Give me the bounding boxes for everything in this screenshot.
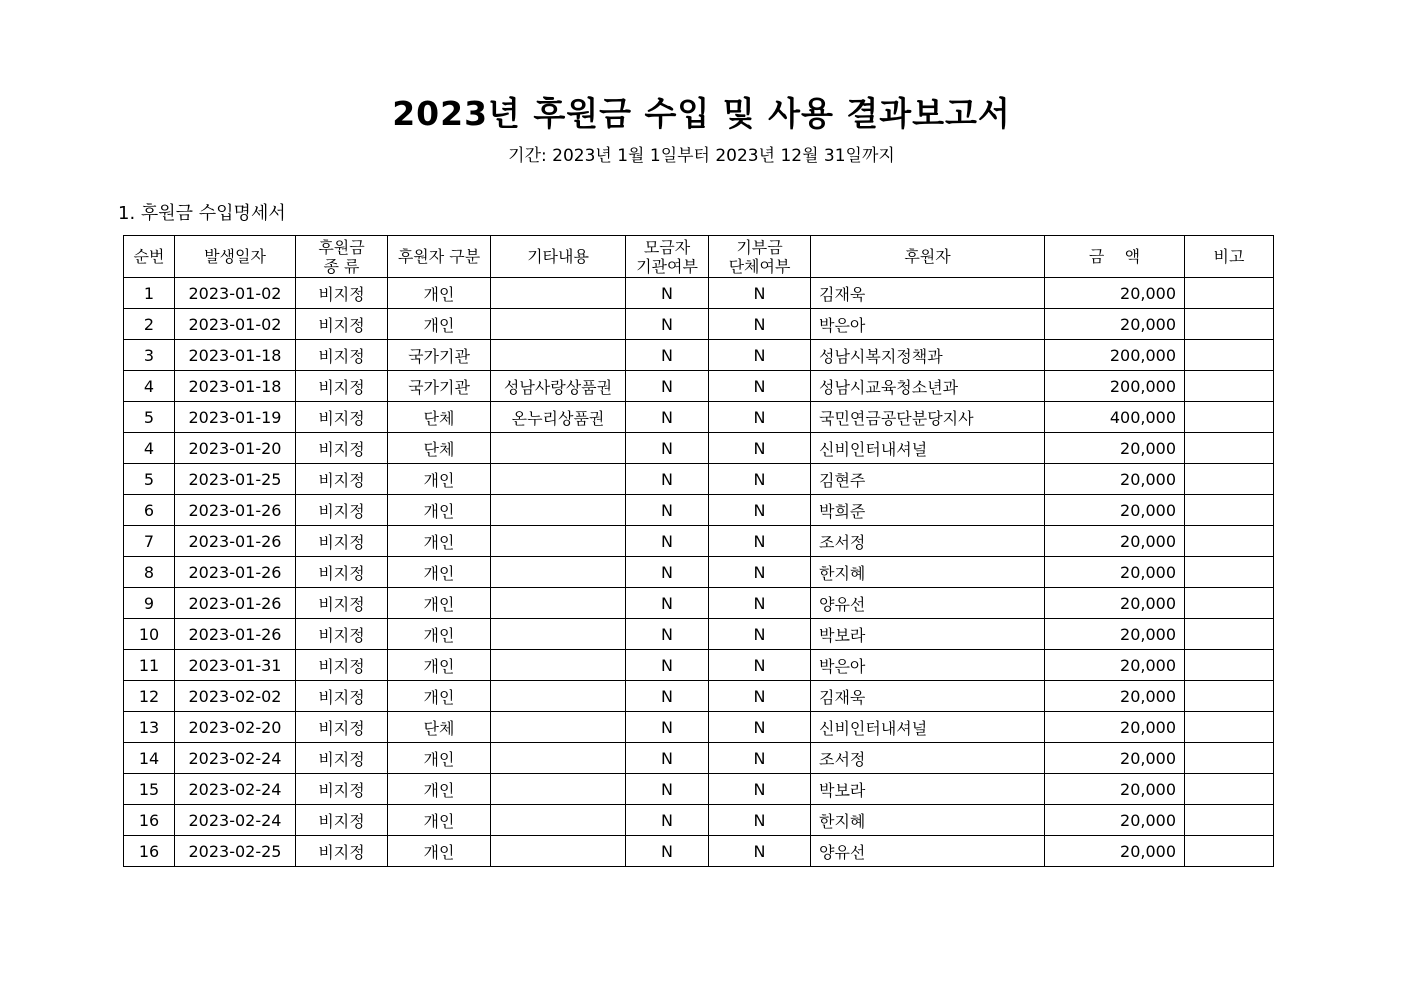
cell-note-content: 성남사랑상품권: [491, 371, 626, 402]
cell-agency: N: [626, 712, 709, 743]
cell-seq: 5: [124, 402, 175, 433]
header-category: 후원자 구분: [388, 236, 491, 278]
table-row: [124, 495, 1274, 526]
cell-seq: 2: [124, 309, 175, 340]
cell-amount: 20,000: [1045, 619, 1185, 650]
header-agency: 모금자 기관여부: [626, 236, 709, 278]
cell-seq: 5: [124, 464, 175, 495]
cell-type: 비지정: [296, 619, 388, 650]
cell-remark: [1185, 402, 1274, 433]
cell-date: 2023-01-18: [175, 371, 296, 402]
cell-group: N: [709, 805, 811, 836]
cell-type: 비지정: [296, 588, 388, 619]
cell-group: N: [709, 340, 811, 371]
cell-type: 비지정: [296, 309, 388, 340]
cell-donor: 박보라: [811, 619, 1045, 650]
section-heading: 1. 후원금 수입명세서: [118, 203, 286, 224]
cell-donor: 양유선: [811, 836, 1045, 867]
cell-donor: 김재욱: [811, 278, 1045, 309]
cell-remark: [1185, 340, 1274, 371]
cell-seq: 11: [124, 650, 175, 681]
cell-agency: N: [626, 681, 709, 712]
cell-donor: 신비인터내셔널: [811, 433, 1045, 464]
cell-agency: N: [626, 340, 709, 371]
table-row: [124, 433, 1274, 464]
cell-seq: 13: [124, 712, 175, 743]
cell-amount: 20,000: [1045, 464, 1185, 495]
cell-amount: 20,000: [1045, 774, 1185, 805]
cell-agency: N: [626, 495, 709, 526]
cell-agency: N: [626, 743, 709, 774]
cell-category: 단체: [388, 712, 491, 743]
cell-donor: 신비인터내셔널: [811, 712, 1045, 743]
cell-note-content: [491, 495, 626, 526]
header-row: [124, 236, 1274, 278]
cell-date: 2023-01-20: [175, 433, 296, 464]
cell-seq: 7: [124, 526, 175, 557]
cell-category: 개인: [388, 495, 491, 526]
cell-group: N: [709, 371, 811, 402]
cell-agency: N: [626, 805, 709, 836]
cell-remark: [1185, 836, 1274, 867]
cell-date: 2023-02-24: [175, 774, 296, 805]
cell-remark: [1185, 712, 1274, 743]
cell-donor: 국민연금공단분당지사: [811, 402, 1045, 433]
cell-remark: [1185, 650, 1274, 681]
cell-amount: 20,000: [1045, 681, 1185, 712]
cell-category: 개인: [388, 526, 491, 557]
table-row: [124, 526, 1274, 557]
cell-group: N: [709, 774, 811, 805]
cell-amount: 20,000: [1045, 743, 1185, 774]
cell-note-content: [491, 278, 626, 309]
cell-amount: 20,000: [1045, 526, 1185, 557]
table-header: [124, 236, 1274, 278]
cell-agency: N: [626, 433, 709, 464]
cell-amount: 20,000: [1045, 712, 1185, 743]
table-row: [124, 712, 1274, 743]
cell-group: N: [709, 743, 811, 774]
cell-agency: N: [626, 836, 709, 867]
header-type: 후원금 종 류: [296, 236, 388, 278]
cell-note-content: 온누리상품권: [491, 402, 626, 433]
cell-remark: [1185, 619, 1274, 650]
cell-note-content: [491, 309, 626, 340]
cell-seq: 3: [124, 340, 175, 371]
cell-remark: [1185, 681, 1274, 712]
header-date: 발생일자: [175, 236, 296, 278]
cell-date: 2023-01-02: [175, 309, 296, 340]
cell-note-content: [491, 526, 626, 557]
table-body: [124, 278, 1274, 867]
cell-date: 2023-01-26: [175, 557, 296, 588]
cell-category: 개인: [388, 464, 491, 495]
cell-remark: [1185, 278, 1274, 309]
cell-agency: N: [626, 774, 709, 805]
cell-agency: N: [626, 650, 709, 681]
cell-date: 2023-02-20: [175, 712, 296, 743]
table-row: [124, 464, 1274, 495]
cell-amount: 20,000: [1045, 309, 1185, 340]
cell-group: N: [709, 650, 811, 681]
cell-date: 2023-01-19: [175, 402, 296, 433]
header-seq: 순번: [124, 236, 175, 278]
cell-category: 개인: [388, 309, 491, 340]
cell-agency: N: [626, 464, 709, 495]
cell-category: 개인: [388, 836, 491, 867]
cell-group: N: [709, 588, 811, 619]
cell-remark: [1185, 371, 1274, 402]
cell-seq: 10: [124, 619, 175, 650]
cell-category: 단체: [388, 433, 491, 464]
cell-category: 개인: [388, 650, 491, 681]
cell-type: 비지정: [296, 743, 388, 774]
cell-amount: 200,000: [1045, 371, 1185, 402]
table-row: [124, 836, 1274, 867]
cell-remark: [1185, 495, 1274, 526]
cell-type: 비지정: [296, 371, 388, 402]
cell-category: 국가기관: [388, 340, 491, 371]
cell-seq: 1: [124, 278, 175, 309]
cell-amount: 20,000: [1045, 433, 1185, 464]
cell-remark: [1185, 557, 1274, 588]
cell-note-content: [491, 712, 626, 743]
cell-donor: 박은아: [811, 650, 1045, 681]
table-row: [124, 588, 1274, 619]
cell-group: N: [709, 402, 811, 433]
cell-note-content: [491, 433, 626, 464]
cell-amount: 200,000: [1045, 340, 1185, 371]
cell-date: 2023-02-24: [175, 805, 296, 836]
cell-group: N: [709, 433, 811, 464]
document-title: 2023년 후원금 수입 및 사용 결과보고서: [392, 94, 1011, 133]
cell-donor: 양유선: [811, 588, 1045, 619]
cell-seq: 8: [124, 557, 175, 588]
cell-seq: 9: [124, 588, 175, 619]
cell-type: 비지정: [296, 712, 388, 743]
cell-seq: 4: [124, 371, 175, 402]
cell-date: 2023-01-26: [175, 526, 296, 557]
table-row: [124, 774, 1274, 805]
table-row: [124, 309, 1274, 340]
cell-category: 국가기관: [388, 371, 491, 402]
header-remark: 비고: [1185, 236, 1274, 278]
cell-donor: 박은아: [811, 309, 1045, 340]
cell-remark: [1185, 464, 1274, 495]
table-row: [124, 650, 1274, 681]
cell-seq: 16: [124, 805, 175, 836]
cell-agency: N: [626, 557, 709, 588]
cell-agency: N: [626, 278, 709, 309]
table-row: [124, 371, 1274, 402]
cell-amount: 20,000: [1045, 588, 1185, 619]
cell-amount: 20,000: [1045, 557, 1185, 588]
cell-type: 비지정: [296, 774, 388, 805]
cell-remark: [1185, 588, 1274, 619]
cell-date: 2023-02-02: [175, 681, 296, 712]
cell-note-content: [491, 650, 626, 681]
cell-note-content: [491, 557, 626, 588]
cell-seq: 16: [124, 836, 175, 867]
cell-category: 개인: [388, 557, 491, 588]
cell-seq: 14: [124, 743, 175, 774]
cell-note-content: [491, 681, 626, 712]
cell-group: N: [709, 464, 811, 495]
cell-date: 2023-02-25: [175, 836, 296, 867]
cell-group: N: [709, 526, 811, 557]
cell-amount: 20,000: [1045, 495, 1185, 526]
report-period: 기간: 2023년 1월 1일부터 2023년 12월 31일까지: [508, 146, 895, 166]
cell-amount: 400,000: [1045, 402, 1185, 433]
cell-amount: 20,000: [1045, 836, 1185, 867]
cell-group: N: [709, 495, 811, 526]
cell-type: 비지정: [296, 526, 388, 557]
header-note-content: 기타내용: [491, 236, 626, 278]
cell-group: N: [709, 836, 811, 867]
cell-type: 비지정: [296, 464, 388, 495]
cell-agency: N: [626, 402, 709, 433]
table-row: [124, 743, 1274, 774]
cell-category: 개인: [388, 805, 491, 836]
cell-type: 비지정: [296, 340, 388, 371]
cell-donor: 조서정: [811, 526, 1045, 557]
cell-agency: N: [626, 619, 709, 650]
cell-note-content: [491, 340, 626, 371]
cell-group: N: [709, 712, 811, 743]
cell-date: 2023-01-02: [175, 278, 296, 309]
cell-category: 개인: [388, 278, 491, 309]
cell-group: N: [709, 619, 811, 650]
cell-remark: [1185, 309, 1274, 340]
cell-category: 단체: [388, 402, 491, 433]
cell-type: 비지정: [296, 650, 388, 681]
cell-remark: [1185, 743, 1274, 774]
cell-note-content: [491, 588, 626, 619]
cell-group: N: [709, 557, 811, 588]
table-row: [124, 340, 1274, 371]
cell-donor: 한지혜: [811, 557, 1045, 588]
table-row: [124, 402, 1274, 433]
cell-donor: 성남시교육청소년과: [811, 371, 1045, 402]
cell-note-content: [491, 464, 626, 495]
cell-note-content: [491, 619, 626, 650]
cell-agency: N: [626, 309, 709, 340]
cell-donor: 김현주: [811, 464, 1045, 495]
cell-remark: [1185, 774, 1274, 805]
cell-donor: 박희준: [811, 495, 1045, 526]
cell-type: 비지정: [296, 278, 388, 309]
cell-remark: [1185, 526, 1274, 557]
cell-donor: 한지혜: [811, 805, 1045, 836]
table-row: [124, 278, 1274, 309]
table-row: [124, 557, 1274, 588]
cell-date: 2023-01-25: [175, 464, 296, 495]
cell-type: 비지정: [296, 681, 388, 712]
cell-remark: [1185, 433, 1274, 464]
cell-category: 개인: [388, 774, 491, 805]
cell-agency: N: [626, 526, 709, 557]
cell-group: N: [709, 681, 811, 712]
cell-agency: N: [626, 588, 709, 619]
cell-donor: 박보라: [811, 774, 1045, 805]
table-row: [124, 805, 1274, 836]
cell-remark: [1185, 805, 1274, 836]
cell-agency: N: [626, 371, 709, 402]
cell-type: 비지정: [296, 805, 388, 836]
cell-date: 2023-02-24: [175, 743, 296, 774]
table-row: [124, 681, 1274, 712]
cell-category: 개인: [388, 681, 491, 712]
header-amount: 금 액: [1045, 236, 1185, 278]
cell-type: 비지정: [296, 836, 388, 867]
cell-group: N: [709, 278, 811, 309]
cell-note-content: [491, 774, 626, 805]
donation-income-table: [123, 235, 1274, 867]
cell-seq: 12: [124, 681, 175, 712]
cell-type: 비지정: [296, 402, 388, 433]
cell-note-content: [491, 805, 626, 836]
cell-seq: 4: [124, 433, 175, 464]
cell-date: 2023-01-31: [175, 650, 296, 681]
cell-note-content: [491, 743, 626, 774]
cell-category: 개인: [388, 619, 491, 650]
cell-date: 2023-01-26: [175, 588, 296, 619]
cell-date: 2023-01-18: [175, 340, 296, 371]
cell-amount: 20,000: [1045, 805, 1185, 836]
cell-note-content: [491, 836, 626, 867]
cell-donor: 김재욱: [811, 681, 1045, 712]
cell-date: 2023-01-26: [175, 619, 296, 650]
cell-seq: 6: [124, 495, 175, 526]
cell-type: 비지정: [296, 433, 388, 464]
header-donor: 후원자: [811, 236, 1045, 278]
cell-donor: 조서정: [811, 743, 1045, 774]
cell-amount: 20,000: [1045, 278, 1185, 309]
cell-category: 개인: [388, 588, 491, 619]
cell-type: 비지정: [296, 495, 388, 526]
cell-type: 비지정: [296, 557, 388, 588]
cell-category: 개인: [388, 743, 491, 774]
cell-seq: 15: [124, 774, 175, 805]
cell-group: N: [709, 309, 811, 340]
header-group: 기부금 단체여부: [709, 236, 811, 278]
cell-donor: 성남시복지정책과: [811, 340, 1045, 371]
table-row: [124, 619, 1274, 650]
cell-date: 2023-01-26: [175, 495, 296, 526]
cell-amount: 20,000: [1045, 650, 1185, 681]
